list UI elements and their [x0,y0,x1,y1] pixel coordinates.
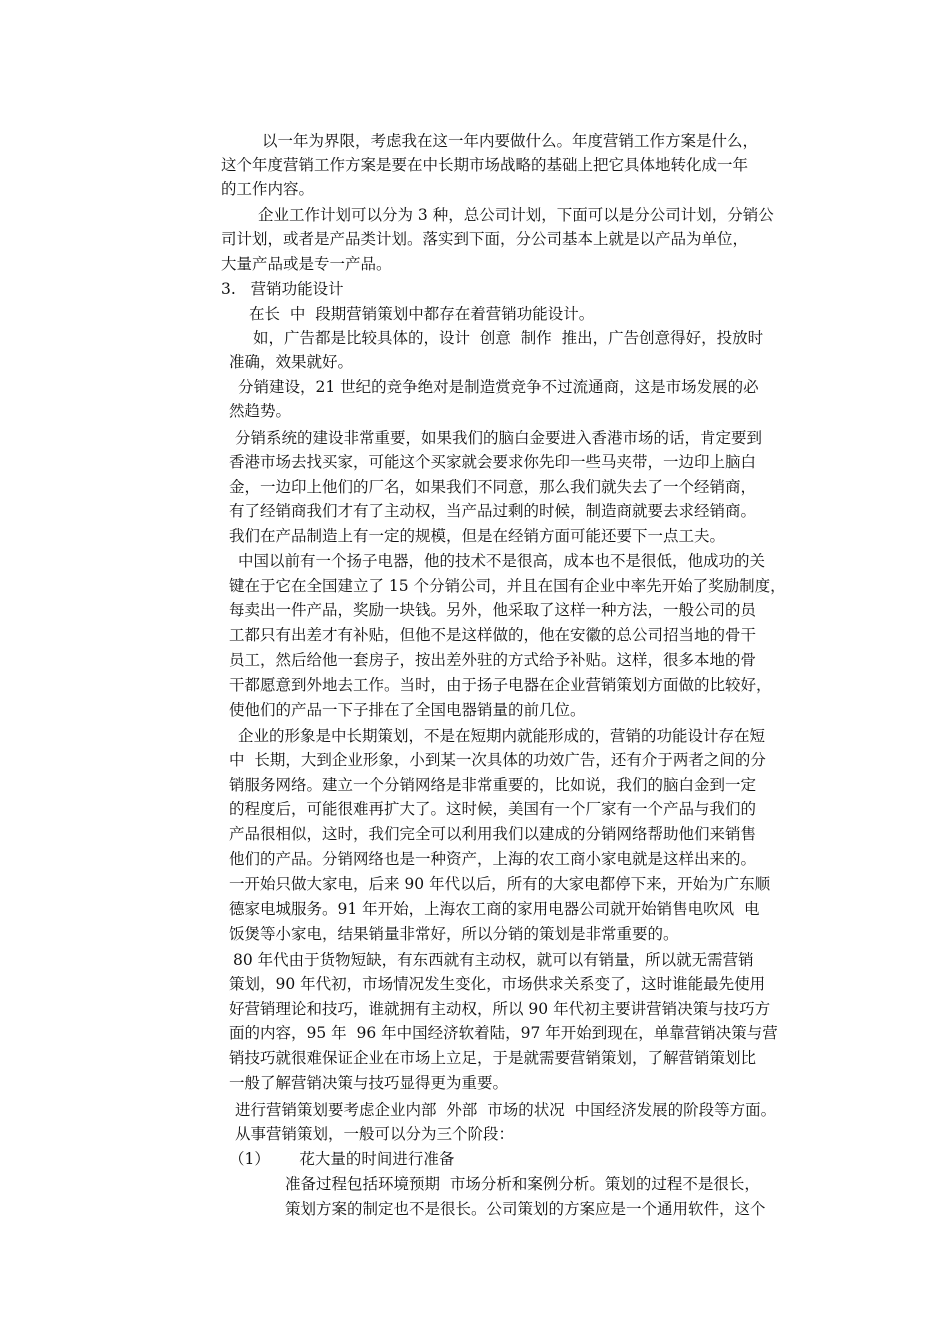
text-line: 销服务网络。建立一个分销网络是非常重要的，比如说，我们的脑白金到一定 [229,776,757,794]
text-line: 一开始只做大家电，后来 90 年代以后，所有的大家电都停下来，开始为广东顺 [229,875,771,893]
text-line: 大量产品或是专一产品。 [221,255,392,273]
text-line: 策划，90 年代初，市场情况发生变化，市场供求关系变了，这时谁能最先使用 [229,975,766,993]
text-line: 香港市场去找买家，可能这个买家就会要求你先印一些马夹带，一边印上脑白 [229,453,757,471]
text-line: 他们的产品。分销网络也是一种资产，上海的农工商小家电就是这样出来的。 [229,850,757,868]
text-line: 的程度后，可能很难再扩大了。这时候，美国有一个厂家有一个产品与我们的 [229,800,757,818]
text-line: 准确，效果就好。 [229,353,354,371]
text-line: 使他们的产品一下子排在了全国电器销量的前几位。 [229,701,586,719]
text-line: 好营销理论和技巧，谁就拥有主动权，所以 90 年代初主要讲营销决策与技巧方 [229,1000,771,1018]
text-line: 司计划，或者是产品类计划。落实到下面，分公司基本上就是以产品为单位， [221,230,749,248]
text-line: 企业工作计划可以分为 3 种，总公司计划，下面可以是分公司计划，分销公 [258,206,774,224]
text-line: 金，一边印上他们的厂名，如果我们不同意，那么我们就失去了一个经销商， [229,478,757,496]
text-line: 分销系统的建设非常重要，如果我们的脑白金要进入香港市场的话，肯定要到 [235,429,763,447]
text-line: 企业的形象是中长期策划，不是在短期内就能形成的，营销的功能设计存在短 [238,727,766,745]
text-line: 然趋势。 [229,402,292,420]
text-line: 从事营销策划，一般可以分为三个阶段： [235,1125,515,1143]
text-line: 分销建设，21 世纪的竞争绝对是制造赏竞争不过流通商，这是市场发展的必 [238,378,759,396]
text-line: 饭煲等小家电，结果销量非常好，所以分销的策划是非常重要的。 [229,925,679,943]
text-line: 策划方案的制定也不是很长。公司策划的方案应是一个通用软件，这个 [285,1200,766,1218]
text-line: 80 年代由于货物短缺，有东西就有主动权，就可以有销量，所以就无需营销 [233,951,754,969]
text-line: 进行营销策划要考虑企业内部 外部 市场的状况 中国经济发展的阶段等方面。 [235,1101,777,1119]
text-line: 如，广告都是比较具体的，设计 创意 制作 推出，广告创意得好，投放时 [253,329,764,347]
text-line: 我们在产品制造上有一定的规模，但是在经销方面可能还要下一点工夫。 [229,527,726,545]
text-line: 员工，然后给他一套房子，按出差外驻的方式给予补贴。这样，很多本地的骨 [229,651,757,669]
text-line: 面的内容，95 年 96 年中国经济软着陆，97 年开始到现在，单靠营销决策与营 [229,1024,778,1042]
text-line: 以一年为界限，考虑我在这一年内要做什么。年度营销工作方案是什么， [262,132,759,150]
text-line: 的工作内容。 [221,180,315,198]
text-line: 这个年度营销工作方案是要在中长期市场战略的基础上把它具体地转化成一年 [221,156,749,174]
text-line: 产品很相似，这时，我们完全可以利用我们以建成的分销网络帮助他们来销售 [229,825,757,843]
text-line: 一般了解营销决策与技巧显得更为重要。 [229,1074,509,1092]
text-line: 键在于它在全国建立了 15 个分销公司，并且在国有企业中率先开始了奖励制度， [229,577,786,595]
text-line: 干都愿意到外地去工作。当时，由于扬子电器在企业营销策划方面做的比较好， [229,676,772,694]
text-line: 销技巧就很难保证企业在市场上立足，于是就需要营销策划，了解营销策划比 [229,1049,757,1067]
text-line: 每卖出一件产品，奖励一块钱。另外，他采取了这样一种方法，一般公司的员 [229,601,757,619]
text-line: 在长 中 段期营销策划中都存在着营销功能设计。 [249,305,595,323]
text-line: 准备过程包括环境预期 市场分析和案例分析。策划的过程不是很长， [285,1175,760,1193]
text-line: 有了经销商我们才有了主动权，当产品过剩的时候，制造商就要去求经销商。 [229,502,757,520]
section-heading: 3. 营销功能设计 [221,280,344,298]
text-line: 工都只有出差才有补贴，但他不是这样做的，他在安徽的总公司招当地的骨干 [229,626,757,644]
text-line: 中国以前有一个扬子电器，他的技术不是很高，成本也不是很低，他成功的关 [238,552,766,570]
text-line: 中 长期，大到企业形象，小到某一次具体的功效广告，还有介于两者之间的分 [229,751,766,769]
list-item-heading: （1） 花大量的时间进行准备 [229,1150,455,1168]
text-line: 德家电城服务。91 年开始，上海农工商的家用电器公司就开始销售电吹风 电 [229,900,760,918]
